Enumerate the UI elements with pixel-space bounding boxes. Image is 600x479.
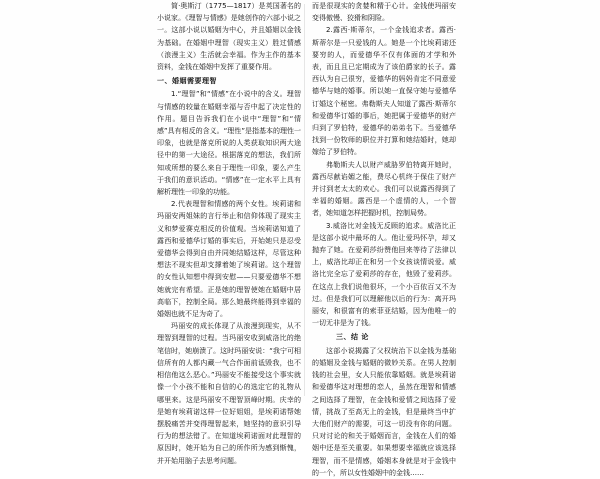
body-paragraph: 3.威洛比对金钱无反顾的追求。威洛比正是这部小说中最坏的人。他让爱玛怀孕，却又抛弃了她。在爱莉莎纷赞他回来等待了法律以上，威洛比却正在和另一个女孩谈情说爱。威洛比完全忘了爱莉莎的存在，他毁了爱莉莎。在这点上我们说他很坏，一个小百依百又不为过。但是我们可以理解他以后的行为：离开玛丽安，和很富有的索菲亚结婚，因为他唯一的一切无非是为了钱。	[312, 221, 456, 328]
intro-paragraph: 简·奥斯汀（1775—1817）是英国著名的小说家。《理智与情感》是她创作的六部小说之一。这部小说以婚姻为中心，并且婚姻以金钱为基础。在婚姻中理智（现实主义）胜过情感（浪漫主义）生活就会幸福。作为主作的基本资料，金钱在婚姻中发挥了重要作用。	[157, 2, 301, 72]
section-heading-1: 一、婚姻需要理智	[157, 77, 217, 86]
left-column	[157, 0, 301, 465]
body-paragraph: 玛丽安的成长体现了从浪漫到现实，从不理智到理智的过程。当玛丽安收到威洛比的绝笔信时，她崩溃了。这时玛丽安说：“我宁可相信所有的人都内藏一气合作面前诋毁我，也不相信他这么恶心。”玛丽安不能接受这个事实就像一个小孩不能和自信的心的选定它的礼物从哪里来。这是玛丽安不理智顶峰时期。庆幸的是她有埃莉诺这样一位好姐姐，是埃莉诺帮她摆脱痛苦并变得理智起来，她坚持的意识引导行为的想法错了。在知道埃莉诺面对此理智的原因时，她开始为自己的所作所为感到惭愧，并开始用脑子去思考问题。	[157, 322, 301, 465]
conclusion-paragraph: 这部小说揭露了父权统治下以金钱为基础的婚姻及金钱与婚姻的微妙关系。在男人控制钱的社会里，女人只能依靠婚姻。就是埃莉诺和爱德华这对理想的恋人，虽然在理智和情感之间选择了理智，在金钱和爱情之间选择了爱情，挑战了至高无上的金钱，但是最终当中扩大他们财产的需要，可这一切没有你的问题。只对讨论的和关于婚姻而言，金钱在人们的婚姻中还是至关重要。如果想要幸福就应该选择理智，而不是情感，婚姻本身就是对于金钱中的一个，所以女性婚姻中的金钱……	[312, 346, 456, 477]
body-paragraph: 2.露西·斯蒂尔，一个金钱追求者。露西·斯蒂尔是一只爱钱的人。她是一个比埃莉诺还要穷的人，而爱德华不仅有体面的才学和外表，而且且已定期成为了该伯爵家的长子。露西认为自己很穷，爱德华的妈妈肯定不同意爱德华与她的婚事。所以她一直保守她与爱德华订婚这个秘密。弗勒斯夫人知道了露西·斯蒂尔和爱德华订婚的事后，她把属于爱德华的财产归到了罗伯特，爱德华的弟弟名下。当爱德华找到一份牧师的职位并打算和她结婚时，她却嫁给了罗伯特。	[312, 26, 456, 157]
continued-paragraph: 而是很现实的贪婪和精于心计。金钱使玛丽安变得傲慢、狡猾和阴险。	[312, 2, 456, 23]
body-paragraph: 1.“理智”和“情感”在小说中的含义。理智与情感的较量在婚姻幸福与否中起了决定性的作用。题目告诉我们在小说中“理智”和“情感”具有相反的含义。“理性”是指基本的理性一印象，也就是落克所说的人类获取知识两大途径中的第一大途径。根据落克的想法，我们所知或所想的要么来自于理性一印象，要么产生于我们的意识活动。“情感”在一定水平上具有解析理性一印象的功能。	[157, 90, 301, 197]
right-column	[312, 0, 456, 477]
column-gutter	[304, 4, 305, 396]
body-paragraph: 弗勒斯夫人以财产威胁罗伯特离开她时，露西尽献谄媚之能，费尽心机终于保住了财产并讨到老太太的欢心。我们可以说露西得到了幸福的婚姻。露西是一个虚情的人，一个智者，她知道怎样把握时机，控制局势。	[312, 160, 456, 218]
body-paragraph: 2.代表理智和情感的两个女性。埃莉诺和玛丽安两姐妹的言行举止和信仰体现了现实主义和梦爱赛克相反的价值观。当埃莉诺知道了露西和爱德华订婚的事实后，开始她只是忍受爱德华会得到自由并同她结婚这样，尽管这种想法不现实但却支撑着她了埃莉诺。这个理智的女性认知想中得到安慰——只要爱德华不想她就完有希望。正是她的理智使她在婚姻中居高临下，控制全局。那么她最终能得到幸福的婚姻也就不足为奇了。	[157, 200, 301, 319]
section-heading-3: 三、结 论	[336, 333, 369, 342]
